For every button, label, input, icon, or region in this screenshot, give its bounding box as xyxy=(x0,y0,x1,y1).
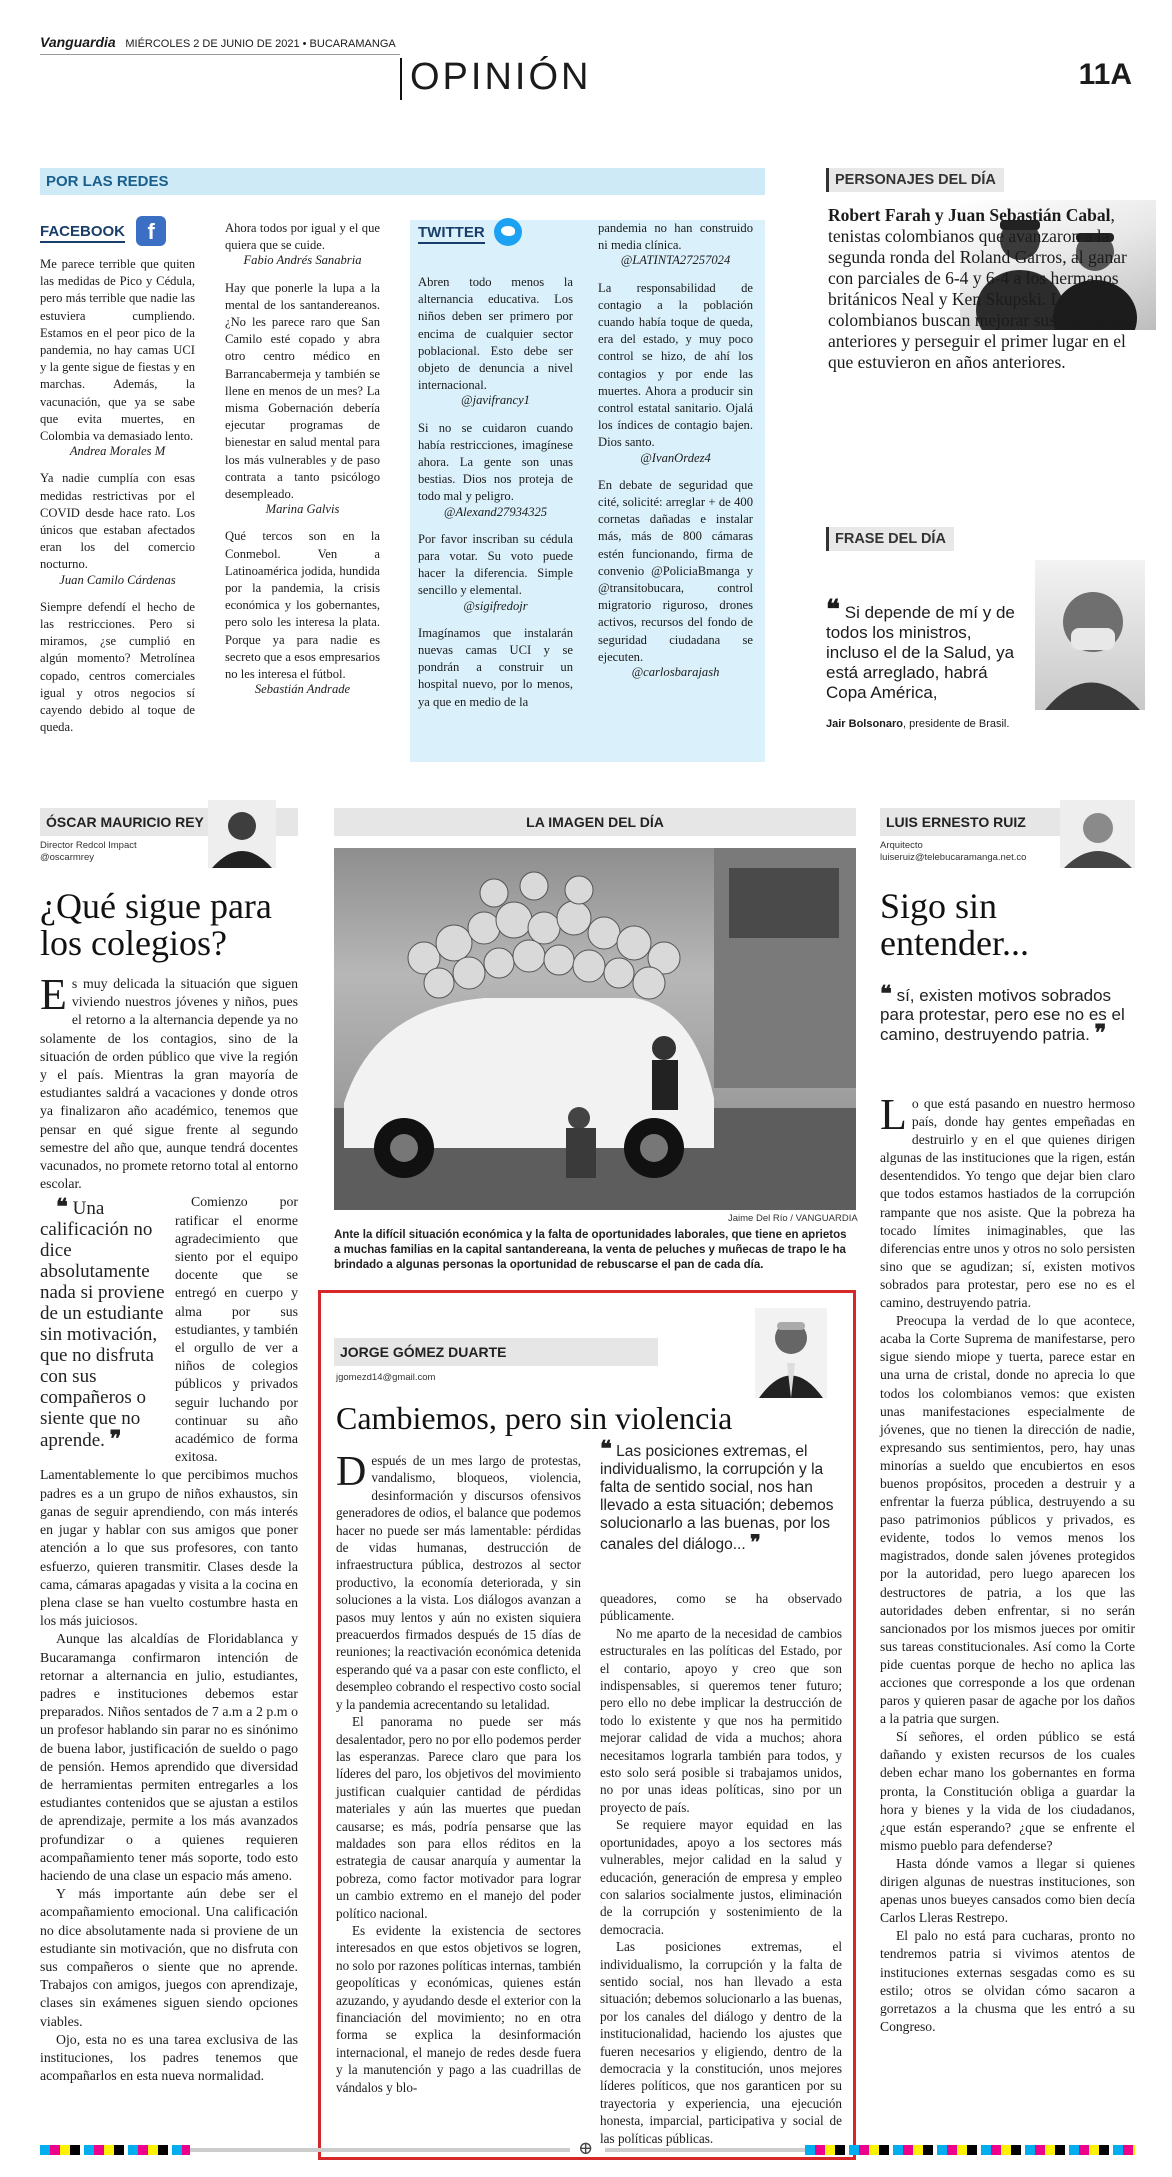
gomez-paragraph xyxy=(600,1816,842,1938)
ruiz-title: Sigo sin entender... xyxy=(880,886,1029,963)
section-title: OPINIÓN xyxy=(410,56,592,98)
author-portrait-icon xyxy=(755,1308,827,1398)
footer-rule xyxy=(190,2148,570,2152)
ruiz-paragraph xyxy=(880,1855,1135,1927)
open-quote-icon: ❝ xyxy=(880,981,892,1007)
comment-text: Me parece terrible que quiten las medidas de Pico y Cédula, pero más terrible que nadie las estuviera cumpliendo. Estamos en el peor pico de la pandemia, no hay camas UCI y la gente sigue de fiestas y en marchas. Además, la vacunación, que ya se sabe que evita muertes, en Colombia va demasiado lento. xyxy=(40,257,195,444)
paragraph-text: No me aparto de la necesidad de cambios estructurales en las políticas del Estado, por el contario, apoyo y creo que son indispensables, si queremos tener futuro; pero ello no debe implicar la destrucción de todo lo existente y que nos ha permitido mejorar calidad de vida a muchos; ahora necesitamos lograrla también para todos, y esto solo será posible si trabajamos unidos, no por unas ideas políticas, sino por un proyecto de país. xyxy=(600,1625,842,1815)
page-number: 11A xyxy=(1078,58,1132,91)
rey-name: ÓSCAR MAURICIO REY xyxy=(46,814,204,830)
comment xyxy=(225,280,380,519)
author-portrait-icon xyxy=(1060,800,1135,868)
rey-paragraph xyxy=(40,1193,298,1630)
paragraph-text: Aunque las alcaldías de Floridablanca y Bucaramanga confirmaron intención de retornar a alternancia en julio, estudiantes, padres e instituciones debemos estar preparados. Niños sentados de 7 a.m a 2 p.m o un profesor hablando sin parar no es sinónimo de buena labor, justificación de sueldo o pago de pensión. Hemos aprendido que diversidad de herramientas permiten entregarles a los estudiantes contenidos que se ajustan a estilos de aprendizaje, permite a los más avanzados profundizar o a quienes requieren acompañamiento tener más soporte, todo esto haciendo de una clase un espacio más ameno. xyxy=(40,1631,298,1883)
comment xyxy=(40,470,195,588)
tweet-text: Por favor inscriban su cédula para votar. Su voto puede hacer la diferencia. Simple sencillo y elemental. xyxy=(418,531,573,598)
gomez-paragraph xyxy=(336,1449,581,1713)
frase-attribution xyxy=(826,718,1009,730)
comment xyxy=(40,599,195,737)
ruiz-pullquote xyxy=(880,981,1135,1046)
dropcap: E xyxy=(40,970,67,1019)
comment-text: Ahora todos por igual y el que quiera que se cuide. xyxy=(225,221,380,253)
paragraph-text: Y más importante aún debe ser el acompañamiento emocional. Una calificación no dice absolutamente nada si proviene de un estudiante sin motivación, que no disfruta con sus compañeros o siente que no aprende. Trabajos con amigos, juegos con aprendizaje, clases sin exámenes siguen siendo opciones viables. xyxy=(40,1886,298,2029)
comment xyxy=(225,528,380,698)
tweet-text: Imagínamos que instalarán nuevas camas UCI y se pondrán a construir un hospital nuevo, por lo menos, ya que en medio de la xyxy=(418,625,573,709)
facebook-column-2 xyxy=(225,220,380,708)
ruiz-paragraph xyxy=(880,1090,1135,1312)
twitter-header xyxy=(418,218,522,246)
comment-author: Sebastián Andrade xyxy=(254,682,351,697)
tweet-text: Abren todo menos la alternancia educativa. Los niños deben ser primero por encima de cualquier sector poblacional. Esto debe ser objeto de denuncia a nivel internacional. xyxy=(418,275,573,393)
tweet-handle: @Alexand27934325 xyxy=(443,504,548,519)
pullquote-text: Una calificación no dice absolutamente nada si proviene de un estudiante sin motivación, que no disfruta con sus compañeros o siente que no aprende. xyxy=(40,1198,165,1452)
personajes-names: Robert Farah y Juan Sebastián Cabal xyxy=(828,205,1111,225)
paragraph-text: Comienzo por ratificar el enorme agradecimiento que siento por el equipo docente que se entregó en cuerpo y alma por sus estudiantes, y también el orgullo de ver a niños de colegios públicos y privados seguir luchando por continuar su año académico de forma exitosa. Lamentablemente lo que percibimos muchos padres es a un grupo de niños exhaustos, sin ganas de seguir aprendiendo, con más interés en jugar y hablar con sus amigos que poner atención a lo que sus profesores, con tanto esfuerzo, quieren transmitir. Clases desde la cama, cámaras apagadas y visita a la cocina en plena clase se han vuelto costumbre hasta en los más juiciosos. xyxy=(40,1194,298,1629)
facebook-header xyxy=(40,216,166,246)
gomez-paragraph xyxy=(600,1590,842,1625)
dateline: MIÉRCOLES 2 DE JUNIO DE 2021 • BUCARAMANGA xyxy=(125,38,396,50)
comment-text: Ya nadie cumplía con esas medidas restrictivas por el COVID desde hace rato. Los únicos que estaban afectados eran los del comercio nocturno. xyxy=(40,471,195,572)
ruiz-meta xyxy=(880,840,1026,864)
paragraph-text: Sí señores, el orden público se está dañando y existen recursos de los cuales deben echar mano los gobernantes en forma pronta, la Constitución obliga a guardar la hora y bienes y la vida de los ciudadanos, ¿que están esperando? ¿que se enfrente el mismo pueblo para defenderse? xyxy=(880,1729,1135,1853)
paragraph-text: Se requiere mayor equidad en las oportunidades, apoyo a los sectores más vulnerables, mejor calidad en la salud y educación, generación de empresa y empleo con salarios socialmente justos, eliminación de la corrupción y sostenimiento de la democracia. xyxy=(600,1817,842,1937)
pullquote-text: sí, existen motivos sobrados para protestar, pero ese no es el camino, destruyendo patria. xyxy=(880,986,1125,1044)
rey-paragraph xyxy=(40,970,298,1193)
close-quote-icon: ❞ xyxy=(1094,1020,1107,1046)
paragraph-text: queadores, como se ha observado públicamente. xyxy=(600,1591,842,1624)
header-rule xyxy=(40,54,400,55)
twitter-bird-icon xyxy=(494,218,522,246)
open-quote-icon: ❝ xyxy=(56,1194,68,1221)
ruiz-paragraph xyxy=(880,1728,1135,1855)
dropcap: D xyxy=(336,1449,367,1495)
tweet xyxy=(598,477,753,681)
author-portrait-icon xyxy=(208,800,276,868)
open-quote-icon: ❝ xyxy=(826,595,840,625)
gomez-email: jgomezd14@gmail.com xyxy=(336,1372,436,1383)
paragraph-text: Preocupa la verdad de lo que acontece, acaba la Corte Suprema de manifestarse, pero sigue siendo miope y tuerta, parece estar en una urna de cristal, donde no aprecia lo que todos los colombianos vemos: que existen unas manifestaciones especialmente de jóvenes, que no tienen la dirección de nadie, expresando sus sentimientos, pero, hay unas minorías a sueldo que encubiertos en esos buenos propósitos, proceden a destruir y a enfrentar la fuerza pública, destruyendo a su paso patrimonios públicos y privados, es evidente, todos lo vemos menos los magistrados, donde salen jóvenes protegidos por la autoridad, pero luego aparecen los destructores de patria, a los que las autoridades deben enfrentar, si no serán sancionados por los mismos jueces por omitir sus tareas constitucionales. Así como la Corte pide cuentas porque de hecho no aplica las acciones que corresponde a los que ordenan paros y quieren pasar de agache por los daños a la patria que surgen. xyxy=(880,1313,1135,1727)
registration-mark-icon: ⊕ xyxy=(578,2138,594,2159)
photo-credit: Jaime Del Río / VANGUARDIA xyxy=(728,1213,858,1224)
gomez-paragraph xyxy=(600,1625,842,1816)
twitter-label: TWITTER xyxy=(418,224,485,244)
pullquote-text: Las posiciones extremas, el individualismo, la corrupción y la falta de sentido social, nos han llevado a esta situación; debemos solucionarlo a las buenas, por los canales del diálogo... xyxy=(600,1443,834,1553)
personajes-label: PERSONAJES DEL DÍA xyxy=(826,168,1004,192)
comment-text: Hay que ponerle la lupa a la mental de los santandereanos. ¿No les parece raro que San Camilo esté copado y abra otro centro médico en Barrancabermeja y también se llene en menos de un mes? La misma Gobernación debería ejecutar programas de bienestar en salud mental para los más vulnerables y de paso contrata a tanto psicólogo desempleado. xyxy=(225,280,380,502)
tweet xyxy=(418,274,573,410)
footer-rule xyxy=(605,2148,805,2152)
comment-text: Qué tercos son en la Conmebol. Ven a Latinoamérica jodida, hundida por la pandemia, la crisis económica y los gobernantes, pero solo les interesa la plata. Porque ya para nadie es secreto que a esos empresarios no les interesa el fútbol. xyxy=(225,529,380,682)
section-divider xyxy=(400,58,402,100)
tweet-handle: @javifrancy1 xyxy=(461,393,530,408)
brand-name: Vanguardia xyxy=(40,34,116,50)
paragraph-text: Las posiciones extremas, el individualismo, la corrupción y la falta de sentido social, nos han llevado a esta situación; debemos solucionarlo a las buenas, por los canales del diálogo y dentro de la institucionalidad, haciendo los ajustes que fueren necesarios y eligiendo, dentro de la democracia y la constitución, unos mejores líderes políticos, que nos garanticen por su trayectoria y experiencia, una ejecución honesta, imparcial, participativa y social de las políticas públicas. xyxy=(600,1939,842,2146)
facebook-label: FACEBOOK xyxy=(40,223,125,243)
imagen-label: LA IMAGEN DEL DÍA xyxy=(526,814,664,830)
gomez-photo xyxy=(755,1308,827,1398)
tweet xyxy=(418,420,573,521)
tweet-text: La responsabilidad de contagio a la población cuando había toque de queda, era del estado, y muy poco control se hizo, de ahí los contagios y por ende las muertes. Ahora a producir sin control estatal sanitario. Ojalá los índices de contagio bajen. Dios santo. xyxy=(598,280,753,450)
ruiz-name: LUIS ERNESTO RUIZ xyxy=(886,814,1026,830)
color-registration-strip xyxy=(805,2145,1135,2155)
rey-role: Director Redcol Impact xyxy=(40,840,137,851)
tweet-text: Si no se cuidaron cuando había restricciones, imagínese ahora. La gente son unas bestias. Dios nos proteja de todo mal y peligro. xyxy=(418,420,573,504)
masthead xyxy=(40,34,396,50)
frase-quote-text: Si depende de mí y de todos los ministros, incluso el de la Salud, ya está arreglado, habrá Copa América, xyxy=(826,603,1015,702)
rey-paragraph xyxy=(40,1885,298,2031)
close-quote-icon: ❞ xyxy=(109,1426,122,1453)
rey-handle: @oscarmrey xyxy=(40,852,94,863)
portrait-silhouette-icon xyxy=(1035,560,1145,710)
tweet-handle: @LATINTA27257024 xyxy=(620,253,731,268)
ruiz-paragraph xyxy=(880,1312,1135,1728)
gomez-paragraph xyxy=(600,1938,842,2147)
frase-role: , presidente de Brasil. xyxy=(903,718,1010,730)
street-vendor-photo xyxy=(334,848,856,1210)
comment-author: Juan Camilo Cárdenas xyxy=(59,572,176,587)
color-registration-strip xyxy=(40,2145,190,2155)
bolsonaro-photo xyxy=(1035,560,1145,710)
rey-meta xyxy=(40,840,137,864)
paragraph-text: El palo no está para cucharas, pronto no tendremos patria si vivimos atentos de instituciones externas sesgadas como es su estilo; otros se olvidan cómo sacaron a gorretazos a la chusma que les entró a su Congreso. xyxy=(880,1928,1135,2034)
gomez-body-col1 xyxy=(336,1449,582,2096)
dropcap: L xyxy=(880,1090,907,1139)
imagen-header xyxy=(334,808,856,836)
comment xyxy=(225,220,380,270)
gomez-pullquote xyxy=(600,1436,840,1554)
personajes-text xyxy=(828,205,1133,373)
twitter-column-1 xyxy=(418,274,573,721)
facebook-icon: f xyxy=(136,216,166,246)
rey-photo xyxy=(208,800,276,868)
twitter-column-2 xyxy=(598,220,753,691)
ruiz-paragraph xyxy=(880,1927,1135,2036)
personajes-body: , tenistas colombianos que avanzaron a la segunda ronda del Roland Garros, al ganar con parciales de 6-4 y 6-4 a los hermanos británicos Neal y Ken Skupski. Los colombianos buscan mejorar sus campañas anteriores y perseguir el primer lugar en el que estuvieron en años anteriores. xyxy=(828,205,1130,372)
car-with-stuffed-toys-icon xyxy=(334,848,856,1210)
gomez-paragraph xyxy=(336,1713,581,1922)
tweet-text: En debate de seguridad que cité, solicité: arreglar + de 400 cornetas dañadas e instalar más, más de 800 cámaras estén funcionando, firma de convenio @PoliciaBmanga y @transitobucara, control migratorio riguroso, drones activos, recursos del fondo de seguridad ciudadana se ejecuten. xyxy=(598,477,753,664)
paragraph-text: Ojo, esta no es una tarea exclusiva de las instituciones, los padres tenemos que acompañarlos en esta nueva normalidad. xyxy=(40,2031,298,2084)
gomez-body-col2 xyxy=(600,1590,842,2147)
comment xyxy=(40,256,195,460)
gomez-name: JORGE GÓMEZ DUARTE xyxy=(340,1344,507,1360)
paragraph-text: El panorama no puede ser más desalentador, pero no por ello podemos perder las esperanzas. Parece claro que para los líderes del paro, los objetivos del movimiento justifican cualquier cantidad de pérdidas materiales y aún las muertes que puedan causarse; es más, podría pensarse que las maldades son para ellos réditos en la estrategia de causar anarquía y aumentar la pobreza, como factor motivador para lograr un cambio extremo en el manejo del poder político nacional. xyxy=(336,1714,581,1921)
comment-author: Fabio Andrés Sanabria xyxy=(243,253,362,268)
frase-quote xyxy=(826,595,1026,703)
gomez-title: Cambiemos, pero sin violencia xyxy=(336,1400,733,1436)
rey-pullquote xyxy=(40,1194,165,1453)
rey-body xyxy=(40,970,298,2085)
paragraph-text: o que está pasando en nuestro hermoso país, donde hay gentes empeñadas en destruirlo y en el que quienes dirigen algunas de las instituciones que la rigen, están desentendidos. Yo tengo que dejar bien claro que todos estamos hastiados de la corrupción rampante que nos asiste. Que la pobreza ha tocado límites inimaginables, que las diferencias entre unos y otros no solo persisten sino que se agudizan; sí, existen motivos sobrados para protestar, pero ese no es el camino, destruyendo patria. xyxy=(880,1096,1135,1311)
comment-author: Marina Galvis xyxy=(265,502,340,517)
tweet-handle: @sigifredojr xyxy=(463,598,528,613)
tweet-handle: @carlosbarajash xyxy=(631,665,720,680)
ruiz-email: luiseruiz@telebucaramanga.net.co xyxy=(880,852,1027,863)
redes-label: POR LAS REDES xyxy=(46,173,169,190)
tweet-text: pandemia no han construido ni media clínica. xyxy=(598,221,753,253)
tweet xyxy=(418,625,573,711)
close-quote-icon: ❞ xyxy=(749,1530,761,1554)
redes-header xyxy=(40,168,765,195)
paragraph-text: Es evidente la existencia de sectores interesados en que estos objetivos se logren, no solo por razones políticas internas, también geopolíticas y económicas, quienes están azuzando, y ayudando desde el exterior con la financiación del movimiento; no en otra forma se explica la desinformación internacional, el manejo de redes desde fuera y la manutención y pago a las cuadrillas de vándalos y blo- xyxy=(336,1922,582,2095)
gomez-paragraph xyxy=(336,1922,581,2096)
tweet xyxy=(418,531,573,615)
tweet xyxy=(598,280,753,467)
ruiz-body xyxy=(880,1090,1135,2036)
rey-paragraph xyxy=(40,1630,298,1885)
paragraph-text: Hasta dónde vamos a llegar si quienes dirigen algunas de nuestras instituciones, son apenas unos bueyes cansados como bien decía Carlos Lleras Restrepo. xyxy=(880,1855,1135,1926)
comment-text: Siempre defendí el hecho de las restricciones. Pero si miramos, ¿se cumplió en algún momento? Metrolínea copado, centros comerciales igual y otros negocios sí cayendo debido al toque de queda. xyxy=(40,599,195,735)
rey-title: ¿Qué sigue para los colegios? xyxy=(40,886,272,963)
gomez-header xyxy=(334,1338,658,1366)
open-quote-icon: ❝ xyxy=(600,1436,612,1462)
paragraph-text: espués de un mes largo de protestas, vandalismo, bloqueos, violencia, desinformación y discursos ofensivos generadores de odios, el balance que podemos hacer no puede ser más lamentable: pérdidas de vidas humanas, destrucción de infraestructura pública, destrozos al sector productivo, la economía deteriorada, y sin soluciones a la vista. Los diálogos avanzan a pasos muy lentos y aún no existen siquiera preacuerdos firmados después de 15 días de reuniones; la reactivación económica detenida esperando qué va a pasar con este conflicto, el desempleo cobrando el respectivo costo social y la pandemia acrecentando su letalidad. xyxy=(336,1453,581,1712)
ruiz-role: Arquitecto xyxy=(880,840,923,851)
frase-label: FRASE DEL DÍA xyxy=(826,527,954,551)
ruiz-photo xyxy=(1060,800,1135,868)
facebook-column-1 xyxy=(40,256,195,746)
photo-caption: Ante la difícil situación económica y la falta de oportunidades laborales, que tiene en aprietos a muchas familias en la capital santandereana, la venta de peluches y muñecas de trapo le ha brindado a algunas personas la oportunidad de rebuscarse el pan de cada día. xyxy=(334,1229,847,1271)
tweet-handle: @IvanOrdez4 xyxy=(640,450,711,465)
comment-author: Andrea Morales M xyxy=(69,444,166,459)
rey-paragraph xyxy=(40,2031,298,2086)
paragraph-text: s muy delicada la situación que siguen viviendo nuestros jóvenes y niños, pues el retorno a la alternancia depende ya no solamente de los contagios, sino de la situación de orden público que vive la región y el país. Mientras la gran mayoría de estudiantes saldrá a vacaciones y donde otros ya finalizaron año académico, tenemos que pensar en qué sigue frente al segundo semestre del año que, aunque tendrá docentes vacunados, no promete retorno total al entorno escolar. xyxy=(40,976,298,1192)
frase-author: Jair Bolsonaro xyxy=(826,718,904,730)
tweet xyxy=(598,220,753,270)
